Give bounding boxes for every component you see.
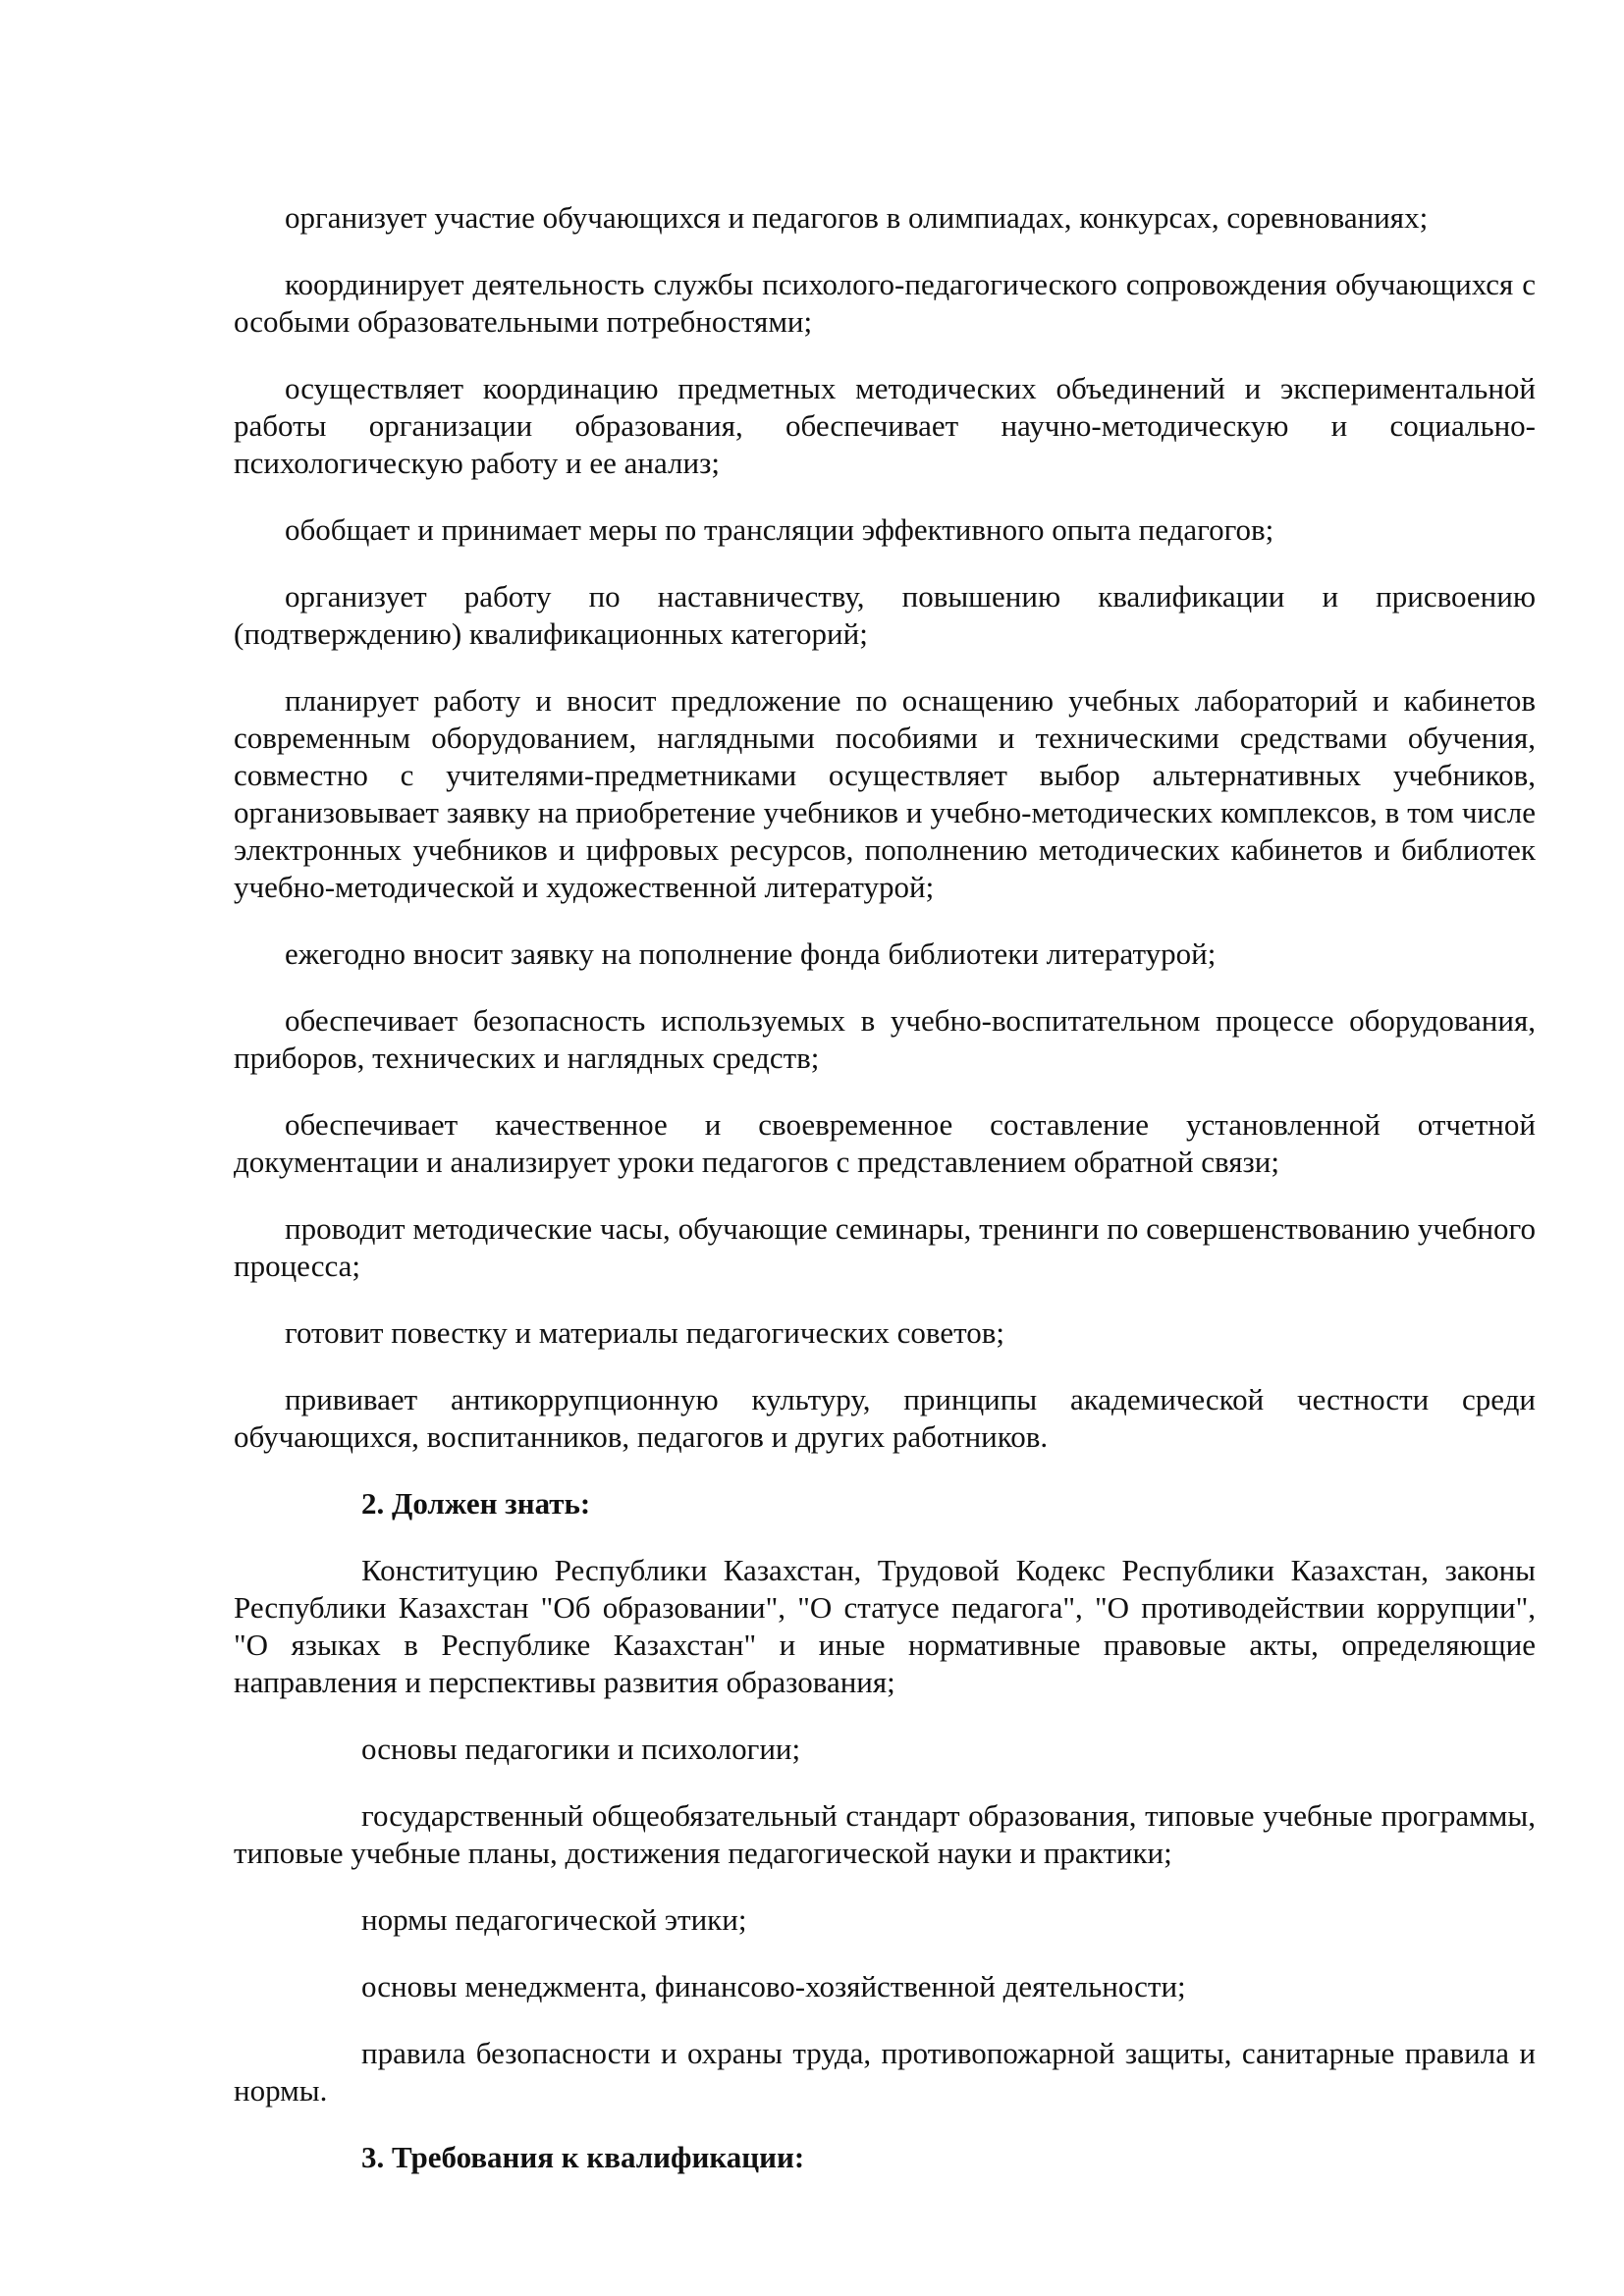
duty-paragraph: проводит методические часы, обучающие семинары, тренинги по совершенствованию учебного процесса; [234, 1211, 1536, 1283]
document-body [234, 199, 1536, 2206]
duty-paragraph: готовит повестку и материалы педагогических советов; [285, 1315, 1004, 1350]
duty-paragraph: ежегодно вносит заявку на пополнение фонда библиотеки литературой; [285, 936, 1217, 971]
duty-paragraph: организует работу по наставничеству, повышению квалификации и присвоению (подтверждению) квалификационных категорий; [234, 579, 1536, 651]
duty-paragraph: организует участие обучающихся и педагогов в олимпиадах, конкурсах, соревнованиях; [285, 200, 1429, 235]
duty-paragraph: обеспечивает качественное и своевременное составление установленной отчетной документации и анализирует уроки педагогов с представлением обратной связи; [234, 1107, 1536, 1179]
section-heading-should-know: 2. Должен знать: [361, 1486, 591, 1521]
duty-paragraph: планирует работу и вносит предложение по оснащению учебных лабораторий и кабинетов современным оборудованием, наглядными пособиями и техническими средствами обучения, совместно с учителями-предметниками осуществляет выбор альтернативных учебников, организовывает заявку на приобретение учебников и учебно-методических комплексов, в том числе электронных учебников и цифровых ресурсов, пополнению методических кабинетов и библиотек учебно-методической и художественной литературой; [234, 683, 1536, 904]
knowledge-paragraph: правила безопасности и охраны труда, противопожарной защиты, санитарные правила и нормы. [234, 2036, 1536, 2108]
duty-paragraph: обобщает и принимает меры по трансляции эффективного опыта педагогов; [285, 512, 1274, 547]
knowledge-paragraph: Конституцию Республики Казахстан, Трудовой Кодекс Республики Казахстан, законы Республики Казахстан "Об образовании", "О статусе педагога", "О противодействии коррупции", "О языках в Республике Казахстан" и иные нормативные правовые акты, определяющие направления и перспективы развития образования; [234, 1553, 1536, 1699]
duty-paragraph: прививает антикоррупционную культуру, принципы академической честности среди обучающихся, воспитанников, педагогов и других работников. [234, 1382, 1536, 1454]
duty-paragraph: осуществляет координацию предметных методических объединений и экспериментальной работы организации образования, обеспечивает научно-методическую и социально-психологическую работу и ее анализ; [234, 371, 1536, 480]
section-heading-qualification: 3. Требования к квалификации: [361, 2140, 805, 2174]
knowledge-paragraph: государственный общеобязательный стандарт образования, типовые учебные программы, типовые учебные планы, достижения педагогической науки и практики; [234, 1798, 1536, 1870]
knowledge-paragraph: основы педагогики и психологии; [361, 1732, 801, 1766]
knowledge-paragraph: основы менеджмента, финансово-хозяйственной деятельности; [361, 1969, 1186, 2003]
duty-paragraph: координирует деятельность службы психолого-педагогического сопровождения обучающихся с особыми образовательными потребностями; [234, 267, 1536, 339]
knowledge-paragraph: нормы педагогической этики; [361, 1902, 747, 1937]
duty-paragraph: обеспечивает безопасность используемых в учебно-воспитательном процессе оборудования, приборов, технических и наглядных средств; [234, 1003, 1536, 1075]
